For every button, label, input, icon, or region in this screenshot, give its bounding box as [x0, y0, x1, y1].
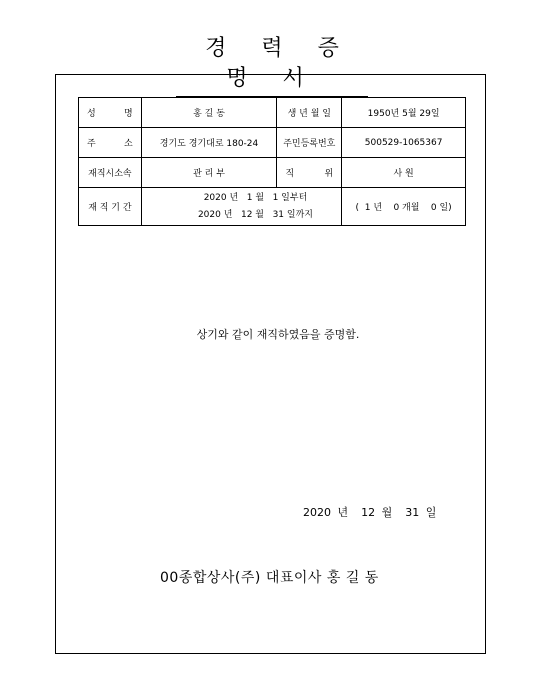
name-label-cell	[79, 98, 142, 128]
document-title: 경 력 증 명 서	[176, 34, 368, 98]
period-duration: ( 1 년 0 개월 0 일)	[342, 188, 466, 226]
certification-statement: 상기와 같이 재직하였음을 증명함.	[196, 328, 360, 341]
position-label-cell	[277, 158, 342, 188]
period-start: 2020 년 1 월 1 일부터	[203, 192, 308, 203]
position-label-a: 직	[285, 169, 295, 179]
table-row	[79, 188, 466, 226]
rrn-label: 주민등록번호	[277, 128, 342, 158]
period-label: 재 직 기 간	[79, 188, 142, 226]
period-end: 2020 년 12 월 31 일까지	[197, 209, 313, 220]
table-row	[79, 98, 466, 128]
name-value: 홍 길 동	[141, 98, 277, 128]
period-dates	[141, 188, 341, 226]
address-label-b: 소	[124, 139, 133, 149]
representative-name: 대표이사 홍 길 동	[265, 570, 379, 586]
address-value: 경기도 경기대로 180-24	[141, 128, 277, 158]
address-label-cell	[79, 128, 142, 158]
name-label-b: 명	[124, 109, 133, 119]
table-row	[79, 128, 466, 158]
position-value: 사 원	[342, 158, 466, 188]
department-label: 재직시소속	[79, 158, 142, 188]
position-label-b: 위	[324, 169, 334, 179]
signer-line	[160, 567, 379, 587]
company-name: 00종합상사(주)	[160, 570, 261, 586]
birth-label: 생 년 월 일	[277, 98, 342, 128]
issue-date: 2020 년 12 월 31 일	[303, 506, 437, 519]
birth-value: 1950년 5월 29일	[342, 98, 466, 128]
address-label-a: 주	[87, 139, 96, 149]
name-label-a: 성	[87, 109, 96, 119]
table-row	[79, 158, 466, 188]
employee-info-table	[78, 97, 466, 226]
rrn-value: 500529-1065367	[342, 128, 466, 158]
department-value: 관 리 부	[141, 158, 277, 188]
